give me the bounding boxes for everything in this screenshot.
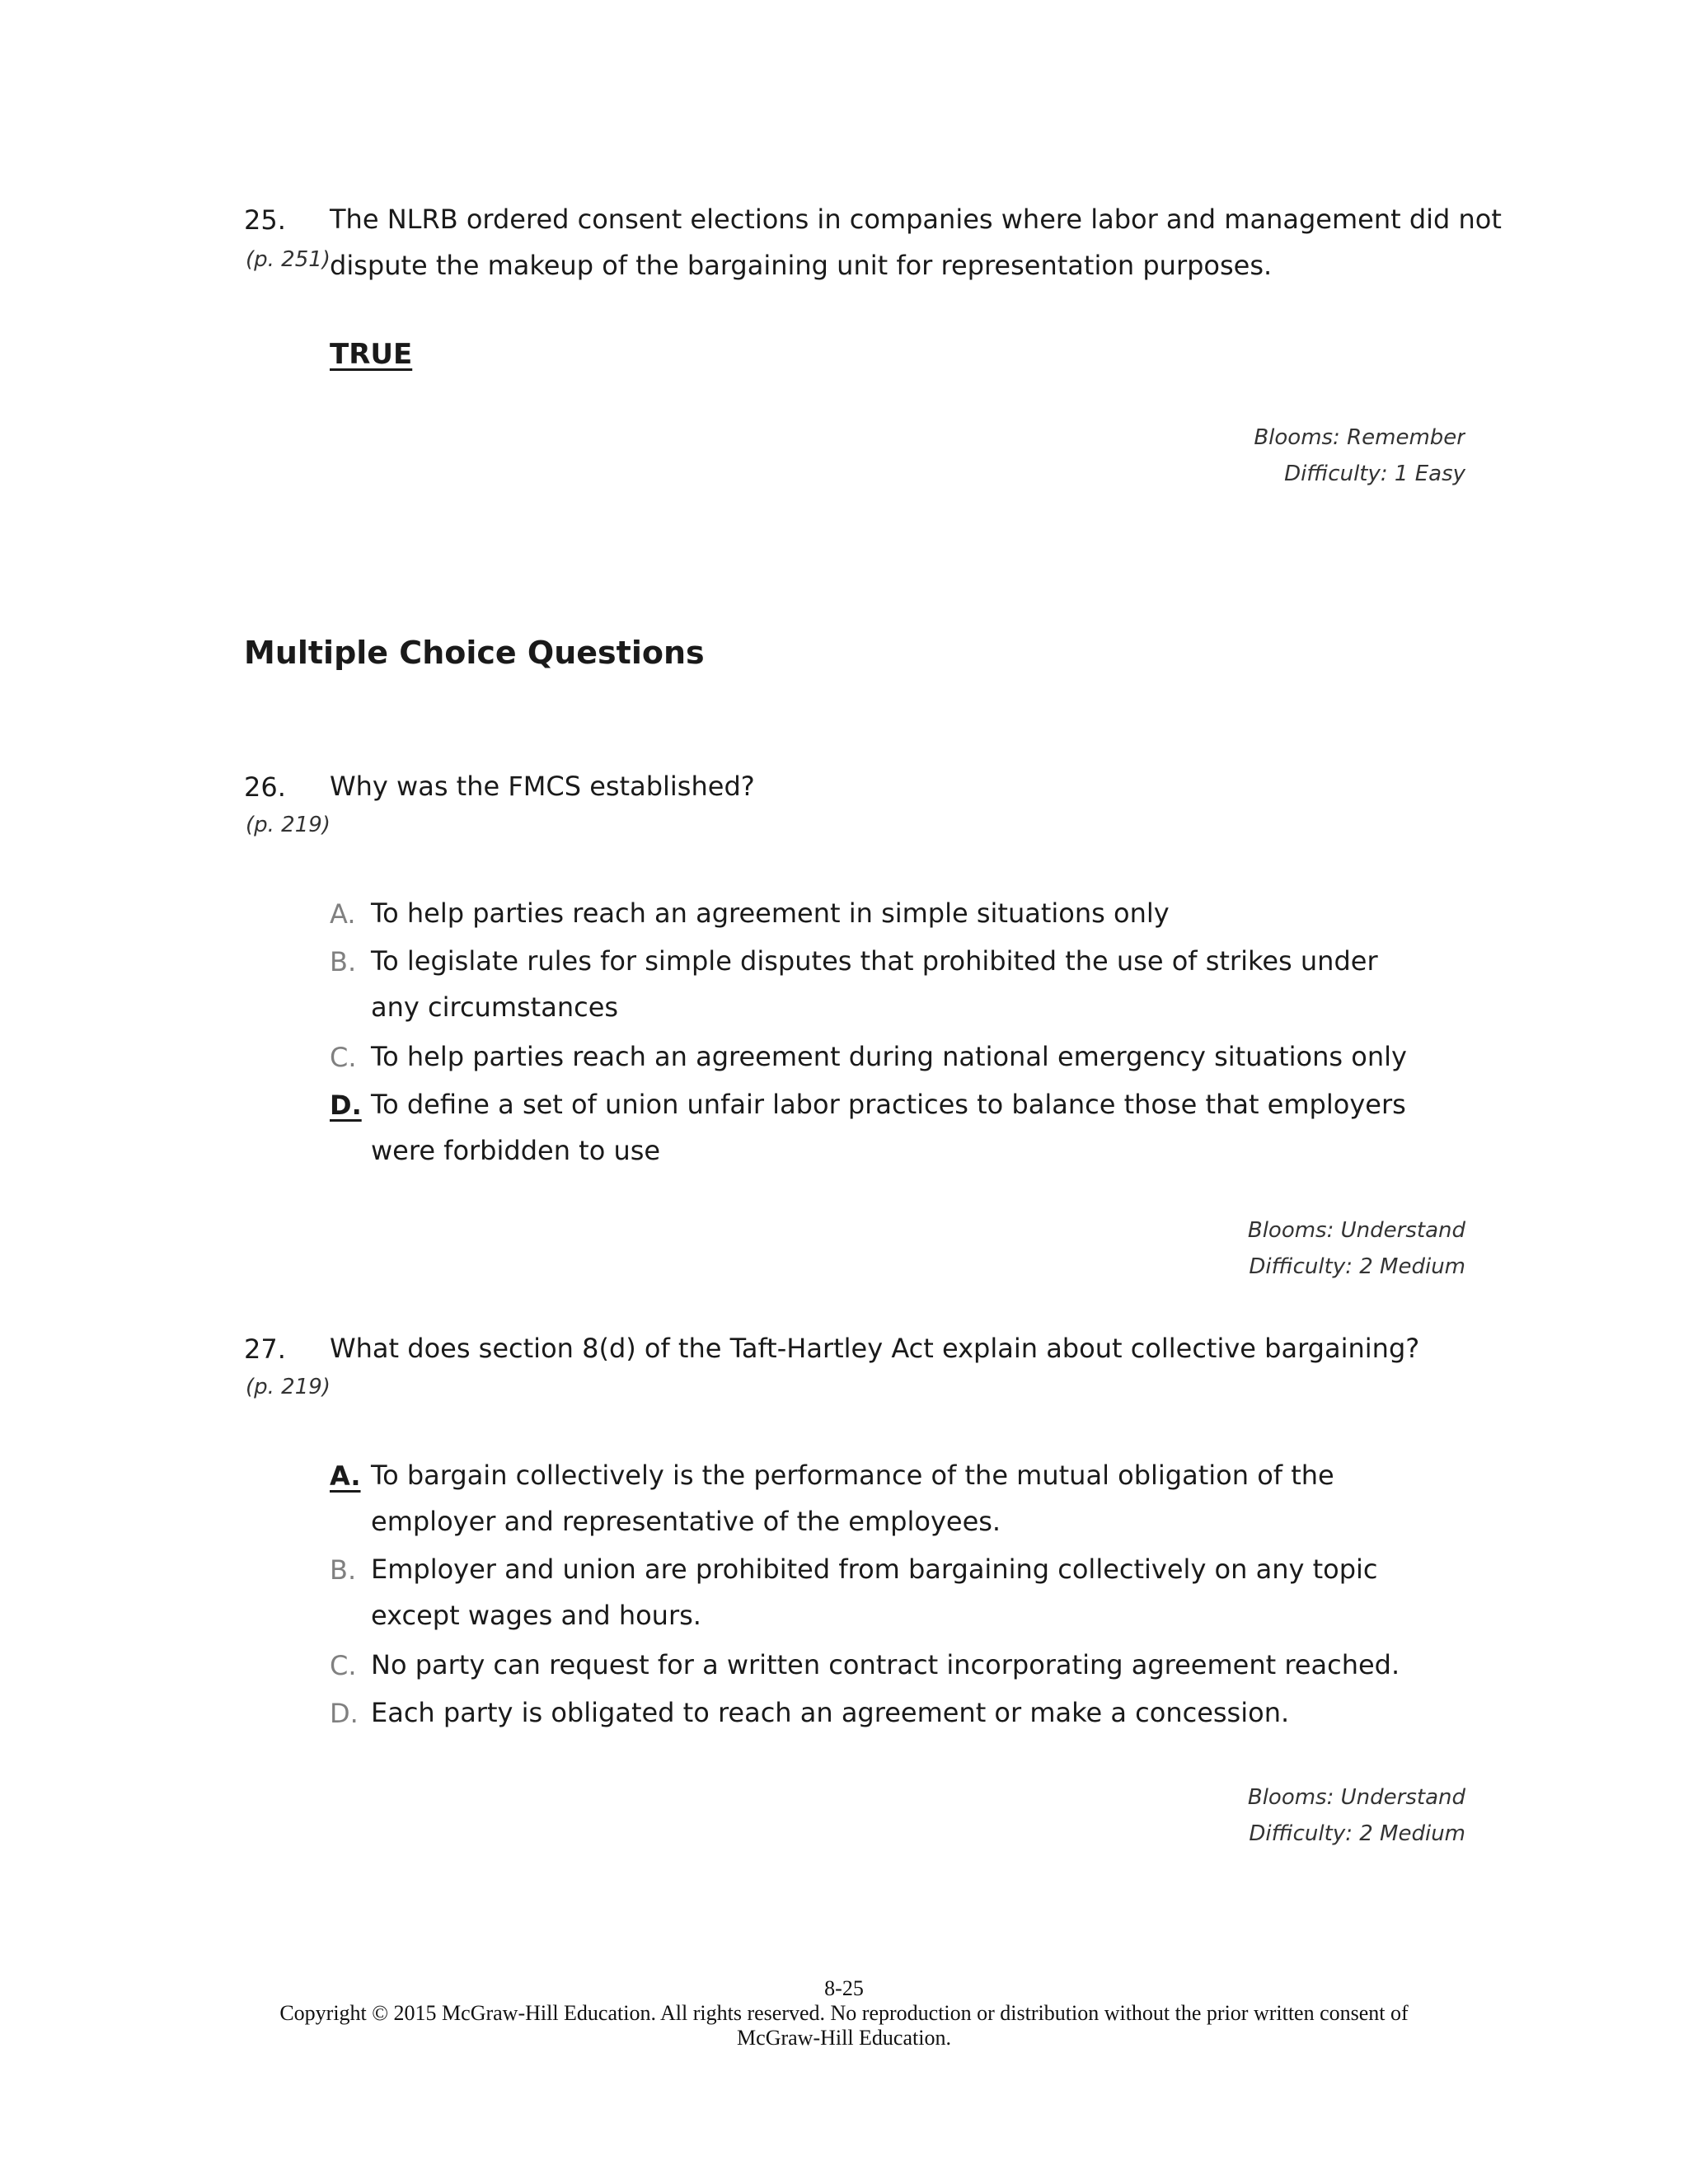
- q25-page-ref: (p. 251): [246, 247, 331, 272]
- q26-option-a-text: To help parties reach an agreement in simple situations only: [371, 898, 1170, 929]
- q27-question: What does section 8(d) of the Taft-Hartley Act explain about collective bargaining?: [330, 1333, 1420, 1364]
- q27-option-b-text: Employer and union are prohibited from bargaining collectively on any topic except wages and hours.: [371, 1554, 1378, 1631]
- q26-option-b-letter: B.: [330, 946, 357, 977]
- footer-page-number: 8-25: [824, 1976, 864, 2000]
- q27-option-d-text: Each party is obligated to reach an agreement or make a concession.: [371, 1697, 1290, 1728]
- q25-answer: TRUE: [330, 338, 413, 371]
- q27-number: 27.: [244, 1333, 286, 1365]
- q27-page-ref: (p. 219): [246, 1375, 331, 1399]
- q26-option-d-letter-correct: D.: [330, 1090, 362, 1121]
- q25-difficulty: Difficulty: 1 Easy: [1284, 462, 1465, 486]
- q26-option-c-letter: C.: [330, 1042, 357, 1073]
- q27-option-a-letter-correct: A.: [330, 1460, 361, 1492]
- q26-option-b-text: To legislate rules for simple disputes that prohibited the use of strikes under any circumstances: [371, 945, 1378, 1023]
- q27-option-c-text: No party can request for a written contract incorporating agreement reached.: [371, 1649, 1400, 1680]
- q25-text-line2: dispute the makeup of the bargaining unit for representation purposes.: [330, 250, 1273, 281]
- q26-option-a-letter: A.: [330, 898, 356, 930]
- q26-option-c-text: To help parties reach an agreement during national emergency situations only: [371, 1041, 1407, 1072]
- q26-number: 26.: [244, 771, 286, 803]
- q27-difficulty: Difficulty: 2 Medium: [1249, 1821, 1465, 1846]
- q25-number: 25.: [244, 204, 286, 236]
- q26-option-d-text: To define a set of union unfair labor practices to balance those that employers were forbidden to use: [371, 1089, 1406, 1166]
- q27-option-c-letter: C.: [330, 1650, 357, 1681]
- q25-blooms: Blooms: Remember: [1254, 425, 1465, 450]
- q27-option-b-letter: B.: [330, 1554, 357, 1586]
- q27-option-d-letter: D.: [330, 1698, 359, 1729]
- q26-blooms: Blooms: Understand: [1247, 1218, 1465, 1243]
- q27-option-a-text: To bargain collectively is the performance of the mutual obligation of the employer and representative of the employees.: [371, 1460, 1334, 1537]
- q27-blooms: Blooms: Understand: [1247, 1785, 1465, 1810]
- q25-text-line1: The NLRB ordered consent elections in companies where labor and management did not: [330, 204, 1502, 235]
- q26-page-ref: (p. 219): [246, 813, 331, 837]
- q26-difficulty: Difficulty: 2 Medium: [1249, 1254, 1465, 1279]
- q26-question: Why was the FMCS established?: [330, 771, 755, 802]
- footer-copyright-line2: McGraw-Hill Education.: [737, 2026, 951, 2050]
- section-title: Multiple Choice Questions: [244, 635, 705, 671]
- footer-copyright: Copyright © 2015 McGraw-Hill Education. All rights reserved. No reproduction or distribution without the prior written consent of: [279, 2001, 1409, 2025]
